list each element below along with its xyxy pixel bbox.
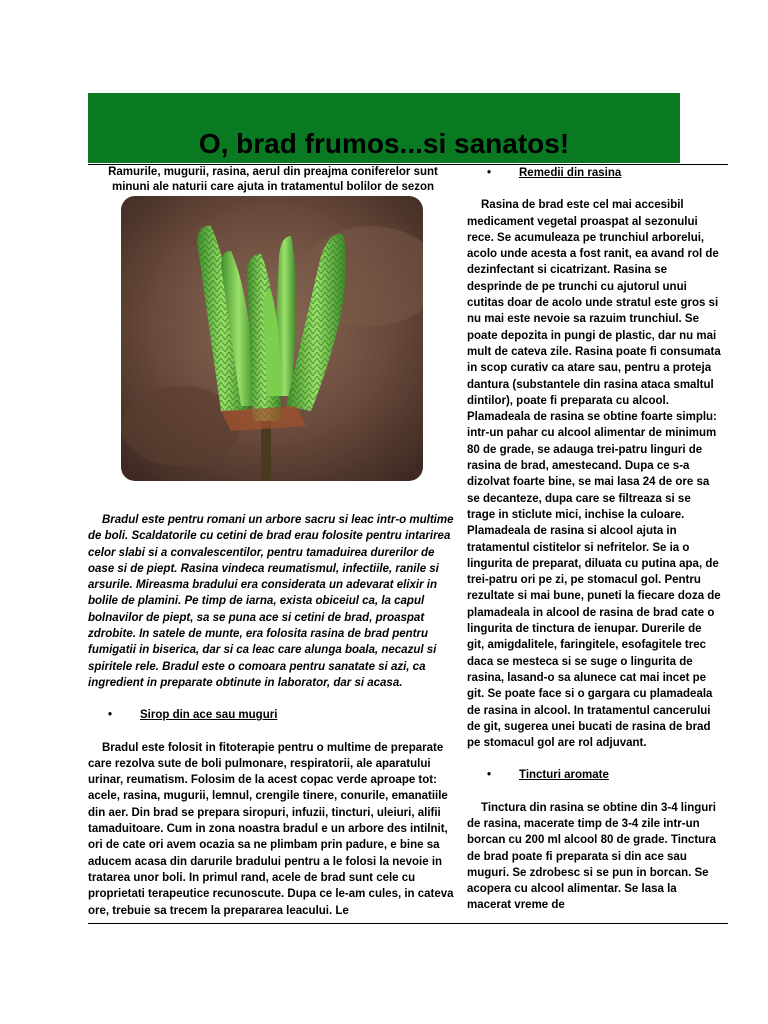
bullet-icon: • xyxy=(108,709,113,722)
bullet-icon: • xyxy=(487,769,492,782)
section-heading-sirop xyxy=(88,707,458,723)
section-title: Remedii din rasina xyxy=(519,167,622,179)
fir-sprouts-photo xyxy=(121,196,423,481)
section-heading-tincturi xyxy=(467,767,721,783)
section-paragraph: Tinctura din rasina se obtine din 3-4 linguri de rasina, macerate timp de 3-4 zile intr-un borcan cu 200 ml alcool 80 de grade. Tinctura de brad poate fi preparata si din ace sau muguri. Se zdrobesc si se pun in borcan. Se acopera cu alcool alimentar. Se lasa la macerat vreme de xyxy=(467,801,717,912)
page-title: O, brad frumos...si sanatos! xyxy=(198,128,570,159)
section-paragraph: Rasina de brad este cel mai accesibil medicament vegetal proaspat al sezonului rece. Se acumuleaza pe trunchiul arborelui, acolo unde acesta a fost ranit, ea avand rol de dezinfectant si cicatrizant. Rasina se desprinde de pe trunchi cu ajutorul unui cutitas doar de acolo unde stratul este gros si nu mai este nevoie sa razuim trunchiul. Se poate depozita in pungi de plastic, dar nu mai mult de cateva zile. Rasina poate fi consumata in scop curativ ca atare sau, pentru a proteja dantura (substantele din rasina ataca smaltul dintilor), poate fi preparata cu alcool. Plamadeala de rasina se obtine foarte simplu: intr-un pahar cu alcool alimentar de minimum 80 de grade, se adauga trei-patru linguri de rasina de brad, amestecand. Dupa ce s-a dizolvat foarte bine, se mai lasa 24 de ore sa se decanteze, dupa care se filtreaza si se trage in sticlute mici, inchise la culoare. Plamadeala de rasina si alcool ajuta in tratamentul cistitelor si nefritelor. Se ia o lingurita de preparat, diluata cu putina apa, de trei-patru ori pe zi, pe stomacul gol. Pentru rezultate si mai bune, puneti la fiecare doza de plamadeala in alcool de rasina de brad cate o lingurita de tinctura de ienupar. Durerile de git, amigdalitele, faringitele, esofagitele trec daca se mesteca si se suge o lingurita de rasina, lasand-o sa alunece cat mai incet pe git. Se poate face si o gargara cu plamadeala de rasina in alcool. In tratamentul cancerului de git, sugerea unei bucati de rasina de brad pe stomacul gol are rol adjuvant. xyxy=(467,199,721,750)
section-title: Sirop din ace sau muguri xyxy=(140,709,278,722)
section-title: Tincturi aromate xyxy=(519,769,609,782)
right-column xyxy=(467,165,721,914)
photo-caption: Ramurile, mugurii, rasina, aerul din preajma coniferelor sunt minuni ale naturii care ajuta in tratamentul bolilor de sezon xyxy=(108,166,438,193)
section-paragraph: Bradul este folosit in fitoterapie pentru o multime de preparate care rezolva sute de boli pulmonare, respiratorii, ale aparatului urinar, reumatism. Folosim de la acest copac verde aproape tot: acele, rasina, mugurii, lemnul, crengile tinere, conurile, emanatiile din aer. Din brad se prepara siropuri, infuzii, tincturi, uleiuri, alifii tamaduitoare. Cum in zona noastra bradul e un arbore des intilnit, ori de cate ori avem ocazia sa ne plimbam prin padure, e bine sa aducem acasa din darurile bradului pentru a le folosi la nevoie in tratarea unor boli. In primul rand, acele de brad sunt cele cu proprietati terapeutice recunoscute. Dupa ce le-am cules, in cateva ore, trebuie sa trecem la prepararea leacului. Le xyxy=(88,741,454,917)
bullet-icon: • xyxy=(487,167,492,179)
intro-paragraph: Bradul este pentru romani un arbore sacru si leac intr-o multime de boli. Scaldatorile cu cetini de brad erau folosite pentru intarirea celor slabi si a convalescentilor, pentru tamaduirea durerilor de oase si de piept. Rasina vindeca reumatismul, infectiile, ranile si arsurile. Mireasma bradului era considerata un adevarat elixir in bolile de plamini. Pe timp de iarna, exista obiceiul ca, la capul bolnavilor de piept, sa se puna ace si cetini de brad, proaspat zdrobite. In satele de munte, era folosita rasina de brad pentru fumigatii in biserica, dar si ca leac care alunga boala, necazul si spiritele rele. Bradul este o comoara pentru sanatate si azi, ca ingredient in preparate obtinute in laborator, dar si acasa. xyxy=(88,514,454,689)
footer-rule xyxy=(88,923,728,924)
section-heading-remedii xyxy=(467,165,721,181)
left-column xyxy=(88,512,458,919)
